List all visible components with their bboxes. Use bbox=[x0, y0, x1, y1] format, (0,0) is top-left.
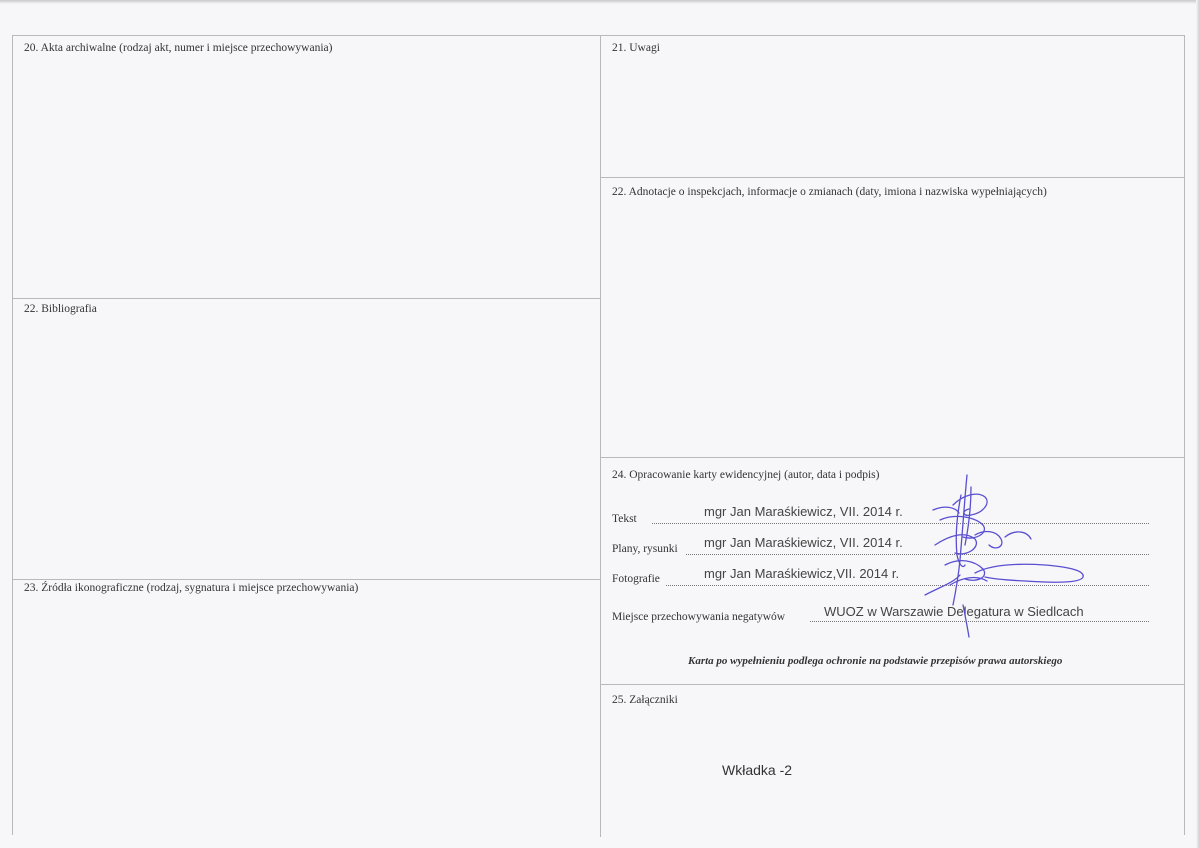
row-tekst-value: mgr Jan Maraśkiewicz, VII. 2014 r. bbox=[704, 504, 903, 519]
frame-right-line bbox=[1184, 35, 1185, 835]
section-24-label: 24. Opracowanie karty ewidencyjnej (autor, data i podpis) bbox=[612, 469, 880, 481]
section-21-label: 21. Uwagi bbox=[612, 42, 660, 54]
divider-24-25 bbox=[600, 684, 1184, 685]
row-plany-label: Plany, rysunki bbox=[612, 543, 678, 555]
row-tekst-label: Tekst bbox=[612, 513, 637, 525]
row-plany-value: mgr Jan Maraśkiewicz, VII. 2014 r. bbox=[704, 535, 903, 550]
divider-22-23 bbox=[12, 579, 600, 580]
divider-20-22 bbox=[12, 298, 600, 299]
handwritten-signature bbox=[905, 465, 1105, 645]
section-22-adnotacje-label: 22. Adnotacje o inspekcjach, informacje o zmianach (daty, imiona i nazwiska wypełniających) bbox=[612, 186, 1047, 198]
column-divider-line bbox=[600, 35, 601, 837]
frame-top-line bbox=[12, 35, 1184, 36]
divider-22-24 bbox=[600, 457, 1184, 458]
row-negatywy-value: WUOZ w Warszawie Delegatura w Siedlcach bbox=[824, 604, 1084, 619]
section-25-label: 25. Załączniki bbox=[612, 694, 678, 706]
copyright-notice: Karta po wypełnieniu podlega ochronie na podstawie przepisów prawa autorskiego bbox=[688, 655, 1063, 667]
row-negatywy-label: Miejsce przechowywania negatywów bbox=[612, 611, 786, 623]
row-fotografie-value: mgr Jan Maraśkiewicz,VII. 2014 r. bbox=[704, 566, 900, 581]
section-20-label: 20. Akta archiwalne (rodzaj akt, numer i miejsce przechowywania) bbox=[24, 42, 333, 54]
attachment-value: Wkładka -2 bbox=[722, 762, 793, 778]
row-fotografie-label: Fotografie bbox=[612, 573, 660, 585]
scan-top-edge bbox=[0, 0, 1199, 4]
section-22-bibliografia-label: 22. Bibliografia bbox=[24, 303, 97, 315]
divider-21-22 bbox=[600, 177, 1184, 178]
frame-left-line bbox=[12, 35, 13, 835]
section-23-label: 23. Źródła ikonograficzne (rodzaj, sygnatura i miejsce przechowywania) bbox=[24, 582, 359, 594]
